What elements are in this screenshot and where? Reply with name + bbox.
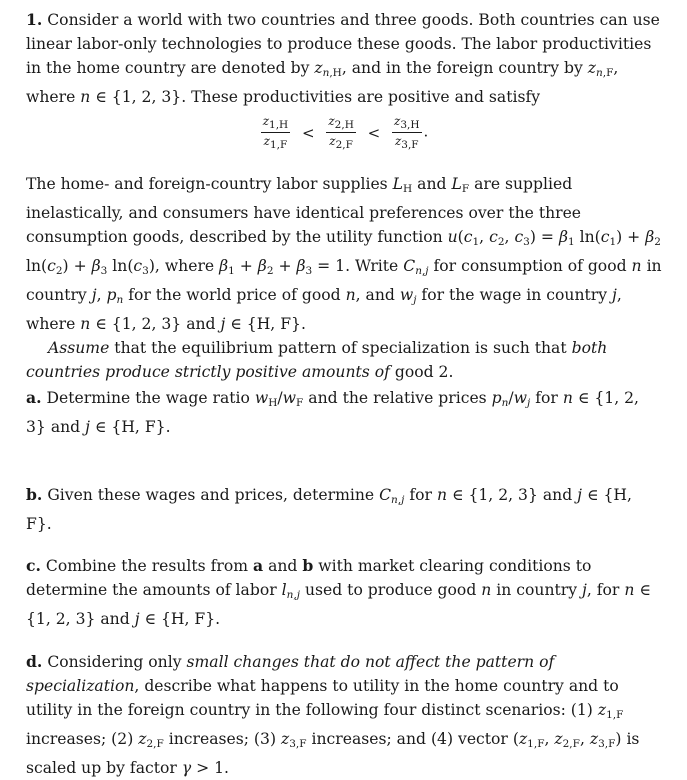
part-d: d. Considering only small changes that do not affect the pattern of specialization, describe what happens to utility in the home country and to utility in the foreign country in the following four distinct scenarios: (1) $z_{1,F}$ increases; (2) $z_{2,F}$ increases; (3) $z_{3,F}$ increases; and (4) vector ($z_{1,F}$, $z_{2,F}$, $z_{3,F}$) is scaled up by factor γ > 1. xyxy=(26,652,640,777)
part-a: a. Determine the wage ratio $w_H/w_F$ and the relative prices pn/wj for n ∈ {1, 2, 3} and j ∈ {H, F}. xyxy=(26,388,639,436)
model-setup-paragraph: The home- and foreign-country labor supplies $L_H$ and $L_F$ are supplied inelastically, and consumers have identical preferences over the three consumption goods, described by the utility function $u(c_1$, $c_2$, $c_3) = \beta_1$ $\ln(c_1) + \beta_2$ $\ln(c_2) + \beta_3$ $\ln(c_3)$, where $\beta_1 + \beta_2 + \beta_3 = 1$. Write Cn,j for consumption of good n in country j, pn for the world price of good n, and wj for the wage in country j, where n ∈ {1, 2, 3} and j ∈ {H, F}. Assume that the equilibrium pattern of specialization is such that both countries produce strictly positive amounts of good 2. xyxy=(26,175,662,381)
part-b: b. Given these wages and prices, determine Cn,j for n ∈ {1, 2, 3} and j ∈ {H, F}. xyxy=(26,485,632,533)
productivity-inequality: $\frac{z1,H}{z1,F}$ < $\frac{z2,H}{z2,F}$ < $\frac{z3,H}{z3,F}$ . xyxy=(262,114,429,151)
problem-intro: 1. Consider a world with two countries and three goods. Both countries can use linear labor-only technologies to produce these goods. The labor productivities in the home country are denoted by $zn_{,H}$, and in the foreign country by $zn_{,F}$, where n ∈ {1, 2, 3}. These productivities are positive and satisfy xyxy=(26,10,660,106)
part-c: c. Combine the results from a and b with market clearing conditions to determine the amounts of labor ln,j used to produce good n in country j, for n ∈ {1, 2, 3} and j ∈ {H, F}. xyxy=(26,556,651,628)
problem-number: 1. xyxy=(26,10,43,29)
